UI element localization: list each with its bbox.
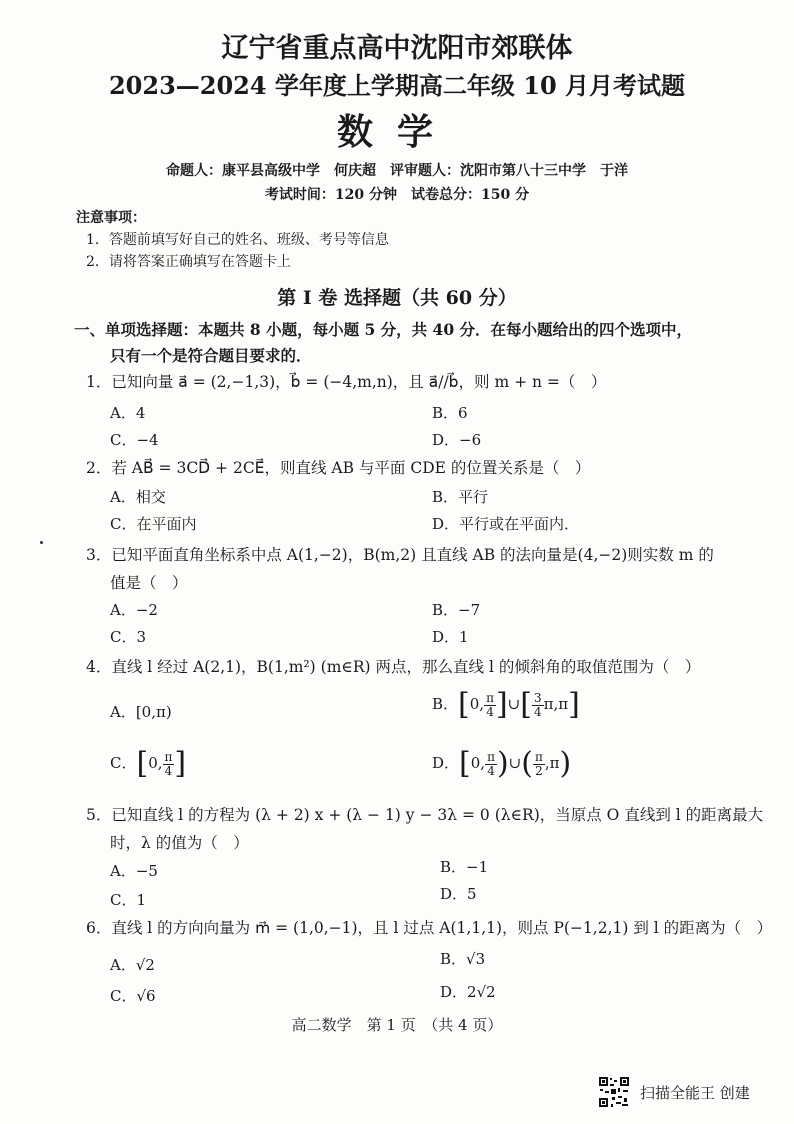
q2-option-b: B．平行 [432,488,489,506]
section-intro-cont: 只有一个是符合题目要求的． [110,346,312,365]
q1-option-c: C．−4 [110,431,159,449]
scan-speck [40,541,43,544]
q4-option-b: B．[0, $\frac{\pi}{4}$ ]∪[ $\frac{3}{4}$ π,π] [432,687,580,722]
q4-option-d: D．[0, $\frac{\pi}{4}$ )∪( $\frac{\pi}{2}$ ,π) [432,746,572,781]
q5-option-d: D．5 [440,885,477,903]
q2-option-c: C．在平面内 [110,515,197,533]
q3-option-b: B．−7 [432,601,481,619]
subject-title: 数学 [336,111,457,153]
q1-option-d: D．−6 [432,431,482,449]
note-item: 1．答题前填写好自己的姓名、班级、考号等信息 [86,232,389,248]
scanner-watermark: 扫描全能王 创建 [640,1084,750,1102]
page-footer: 高二数学 第 1 页 （共 4 页） [291,1016,503,1034]
q5-option-c: C．1 [110,891,147,909]
notes-title: 注意事项： [76,210,146,226]
q1-option-a: A．4 [110,404,146,422]
question-2-stem: 2．若 AB⃗ = 3CD⃗ + 2CE⃗，则直线 AB 与平面 CDE 的位置关系是（ ） [86,459,591,477]
q2-option-d: D．平行或在平面内． [432,515,580,533]
q6-option-a: A．√2 [110,956,155,974]
question-5-stem-cont: 时，λ 的值为（ ） [110,834,249,852]
question-1-stem: 1．已知向量 a⃗ = (2,−1,3)，b⃗ = (−4,m,n)，且 a⃗//b⃗，则 m + n =（ ） [86,373,607,391]
q4-option-a: A．[0,π) [110,703,172,721]
question-3-stem: 3．已知平面直角坐标系中点 A(1,−2)，B(m,2) 且直线 AB 的法向量是(4,−2)则实数 m 的 [86,546,714,564]
q6-option-c: C．√6 [110,987,156,1005]
q4-option-c: C．[0, $\frac{\pi}{4}$ ] [110,746,187,781]
section-intro: 一、单项选择题：本题共 8 小题，每小题 5 分，共 40 分．在每小题给出的四个选项中， [74,320,693,339]
q3-option-a: A．−2 [110,601,158,619]
school-title: 辽宁省重点高中沈阳市郊联体 [221,33,573,64]
question-4-stem: 4．直线 l 经过 A(2,1)，B(1,m²) (m∈R) 两点，那么直线 l 的倾斜角的取值范围为（ ） [86,658,701,676]
authors-line: 命题人：康平县高级中学 何庆超 评审题人：沈阳市第八十三中学 于洋 [166,163,628,179]
section-title: 第 I 卷 选择题（共 60 分） [277,287,517,309]
q5-option-a: A．−5 [110,862,158,880]
q6-option-b: B．√3 [440,950,486,968]
question-6-stem: 6．直线 l 的方向向量为 m⃗ = (1,0,−1)，且 l 过点 A(1,1,1)，则点 P(−1,2,1) 到 l 的距离为（ ） [86,919,773,937]
question-5-stem: 5．已知直线 l 的方程为 (λ + 2) x + (λ − 1) y − 3λ = 0 (λ∈R)，当原点 O 直线到 l 的距离最大 [86,806,764,824]
q4-option-d-label: D． [432,754,460,772]
qr-code-icon [598,1076,630,1108]
q5-option-b: B．−1 [440,858,489,876]
q4-option-b-label: B． [432,695,459,713]
q3-option-c: C．3 [110,628,147,646]
question-3-stem-cont: 值是（ ） [110,574,188,592]
exam-title: 2023—2024 学年度上学期高二年级 10 月月考试题 [108,71,686,100]
q4-option-c-label: C． [110,754,137,772]
q2-option-a: A．相交 [110,488,166,506]
note-item: 2．请将答案正确填写在答题卡上 [86,254,291,270]
exam-info: 考试时间：120 分钟 试卷总分：150 分 [264,187,530,203]
q3-option-d: D．1 [432,628,469,646]
q6-option-d: D．2√2 [440,983,496,1001]
q1-option-b: B．6 [432,404,468,422]
